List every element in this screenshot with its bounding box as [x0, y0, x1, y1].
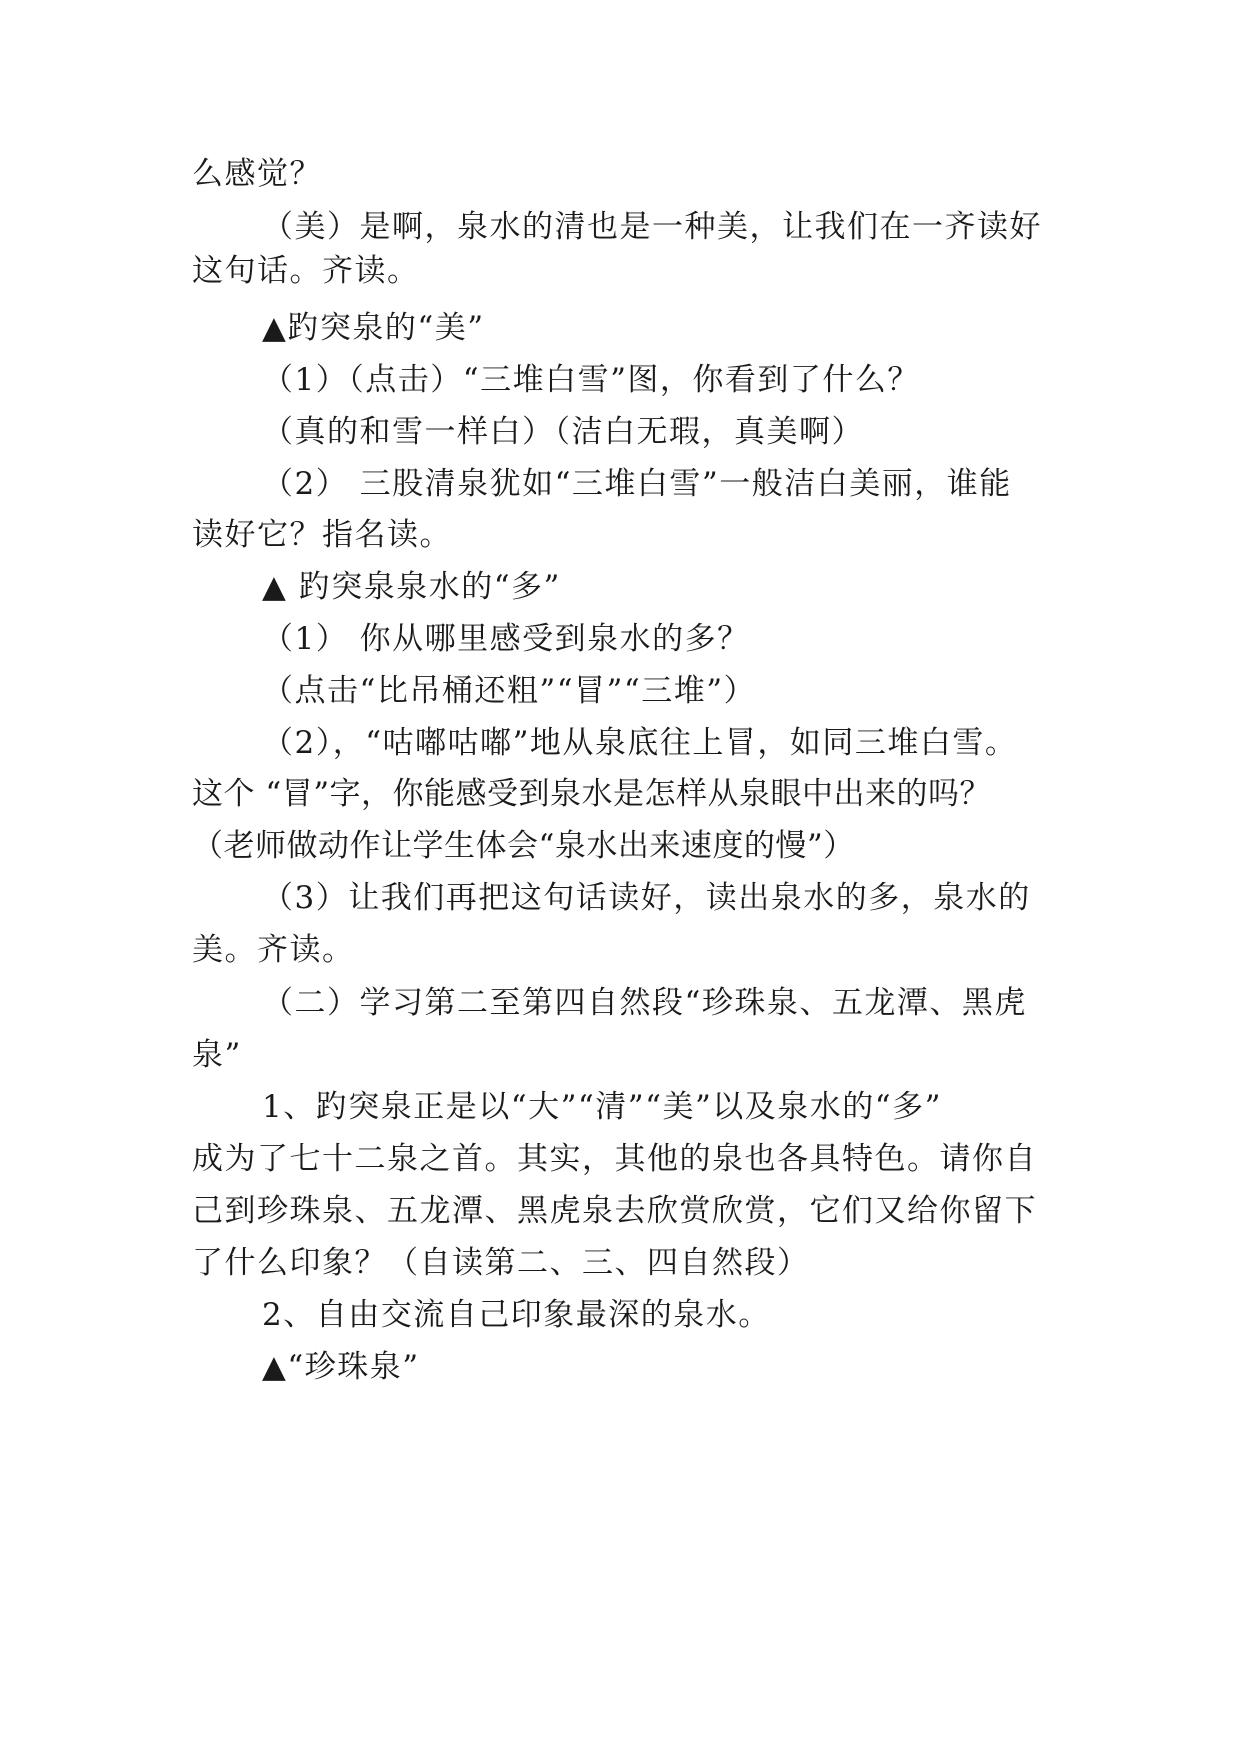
text-line: （3）让我们再把这句话读好，读出泉水的多，泉水的 [262, 880, 1031, 916]
section-heading: （二）学习第二至第四自然段“珍珠泉、五龙潭、黑虎 [262, 985, 1027, 1021]
section-heading: ▲ 趵突泉泉水的“多” [262, 569, 561, 605]
text-line: （1）（点击）“三堆白雪”图，你看到了什么？ [262, 362, 920, 398]
text-line: 2、自由交流自己印象最深的泉水。 [262, 1297, 771, 1333]
text-line: （1） 你从哪里感受到泉水的多？ [262, 621, 750, 657]
text-line: 这个 “冒”字，你能感受到泉水是怎样从泉眼中出来的吗？ [192, 776, 992, 812]
text-line: （美）是啊，泉水的清也是一种美，让我们在一齐读好 [262, 209, 1042, 245]
text-line: 泉” [192, 1037, 242, 1073]
text-line: 么感觉？ [192, 156, 322, 192]
text-line: （真的和雪一样白）（洁白无瑕，真美啊） [262, 414, 864, 450]
text-line: 己到珍珠泉、五龙潭、黑虎泉去欣赏欣赏，它们又给你留下 [192, 1193, 1037, 1229]
text-line: （2） 三股清泉犹如“三堆白雪”一般洁白美丽，谁能 [262, 466, 1012, 502]
text-line: 读好它？指名读。 [192, 517, 452, 553]
text-line: 这句话。齐读。 [192, 253, 420, 289]
text-line: （点击“比吊桶还粗”“冒”“三堆”） [262, 673, 757, 709]
text-line: （2），“咕嘟咕嘟”地从泉底往上冒，如同三堆白雪。 [262, 725, 1018, 761]
text-line: 成为了七十二泉之首。其实，其他的泉也各具特色。请你自 [192, 1141, 1037, 1177]
text-line: 美。齐读。 [192, 932, 355, 968]
text-line: （老师做动作让学生体会“泉水出来速度的慢”） [192, 828, 855, 864]
section-heading: ▲趵突泉的“美” [262, 310, 485, 346]
text-line: 了什么印象？（自读第二、三、四自然段） [192, 1245, 810, 1281]
section-heading: ▲“珍珠泉” [262, 1349, 420, 1385]
text-line: 1、趵突泉正是以“大”“清”“美”以及泉水的“多” [262, 1089, 943, 1125]
